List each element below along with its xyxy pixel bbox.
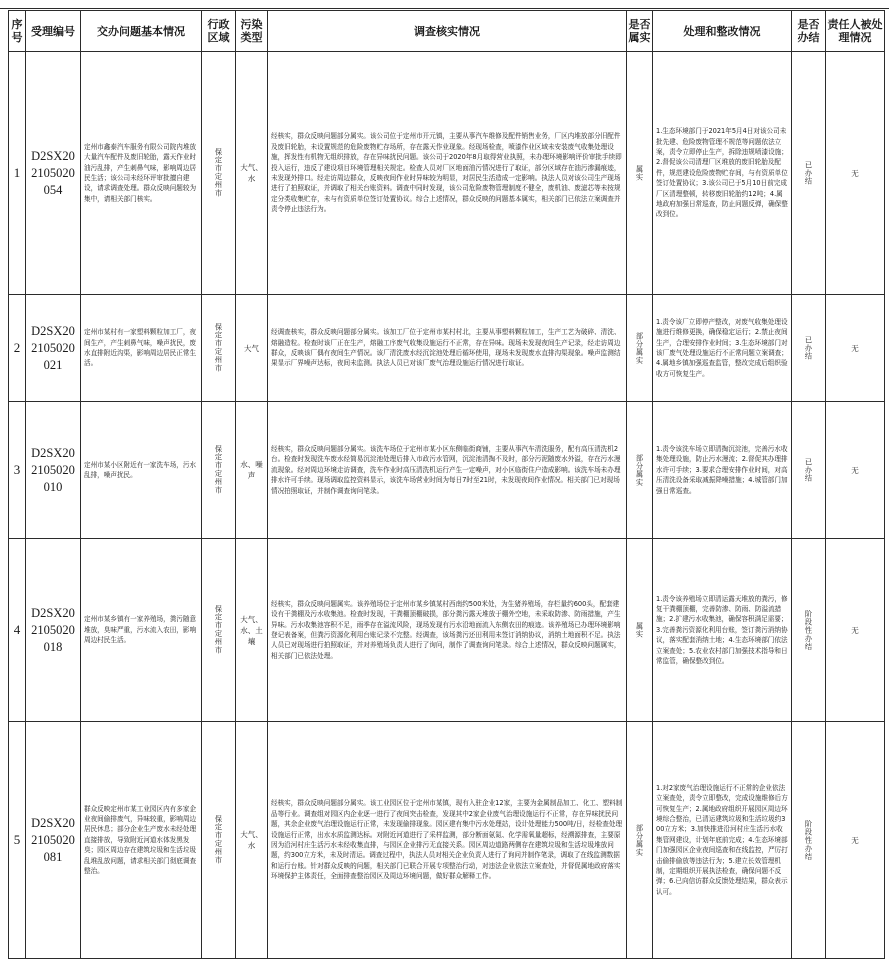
row-code: D2SX202105020018 <box>26 539 81 722</box>
row-idx: 5 <box>9 722 26 959</box>
row-verified: 部分属实 <box>635 823 645 857</box>
row-pollution: 水、噪声 <box>240 460 263 480</box>
row-handling: 1.责令该养殖场立即清运露天堆放的粪污，修复干粪棚顶棚，完善防渗、防雨、防溢流措施；2.扩建污水收集池，确保容积满足需要；3.完善粪污资源化利用台账，签订粪污消纳协议，落实配套消纳土地；4.生态环境部门依法立案查处；5.农业农村部门加强技术指导和日常监管，确保整改到位。 <box>656 594 788 666</box>
complaint-table <box>8 10 885 959</box>
row-issue: 定州市某村有一家塑料颗粒加工厂，夜间生产，产生刺鼻气味，噪声扰民，废水直排附近沟渠，影响周边居民正常生活。 <box>84 328 197 368</box>
table-row <box>9 52 885 295</box>
table-row <box>9 295 885 402</box>
row-verified: 属实 <box>635 621 645 639</box>
row-pollution: 大气、水 <box>240 163 263 183</box>
row-verified: 部分属实 <box>635 331 645 365</box>
row-handling: 1.生态环境部门于2021年5月4日对该公司未批先建、危险废物管理不规范等问题依法立案，责令立即停止生产，拆除违规喷漆设施；2.督促该公司清理厂区堆放的废旧轮胎及配件，规范建设危险废物贮存间，与有资质单位签订处置协议；3.该公司已于5月10日前完成厂区清理整顿，转移废旧轮胎约12吨；4.属地政府加强日常巡查，防止问题反弹，确保整改到位。 <box>656 127 788 219</box>
row-code: D2SX202105020010 <box>26 402 81 539</box>
row-closed: 阶段性办结 <box>804 819 814 861</box>
row-closed: 阶段性办结 <box>804 609 814 651</box>
row-accountability: 无 <box>851 625 859 635</box>
row-idx: 1 <box>9 52 26 295</box>
row-pollution: 大气、水、土壤 <box>240 614 263 646</box>
header-code: 受理编号 <box>26 11 81 52</box>
row-investigation: 经核实，群众反映问题属实。该养殖场位于定州市某乡镇某村西南约500米处，为生猪养殖场，存栏量约600头，配套建设有干粪棚及污水收集池。检查时发现，干粪棚顶棚破损，部分粪污露天堆放于棚外空地，未采取防渗、防雨措施，产生异味。污水收集池容积不足，雨季存在溢流风险，现场发现有污水沿地面流入东侧农田的痕迹。该养殖场已办理环境影响登记表备案，但粪污资源化利用台账记录不完整。经调查，该场粪污还田利用未签订消纳协议，消纳土地面积不足。执法人员已对现场进行拍照取证，并对养殖场负责人进行了询问，制作了调查询问笔录。综合上述情况，群众反映问题属实，相关部门已依法处理。 <box>271 599 621 660</box>
row-code: D2SX202105020081 <box>26 722 81 959</box>
row-closed: 已办结 <box>804 160 814 186</box>
top-border <box>0 0 889 9</box>
header-investigation: 调查核实情况 <box>268 11 627 52</box>
row-accountability: 无 <box>851 835 859 845</box>
row-region: 保定市定州市 <box>214 815 224 865</box>
row-closed: 已办结 <box>804 335 814 361</box>
row-investigation: 经调查核实，群众反映问题部分属实。该加工厂位于定州市某村村北，主要从事塑料颗粒加工，生产工艺为破碎、清洗、熔融造粒。检查时该厂正在生产，熔融工序废气收集设施运行不正常，存在异味。现场未发现夜间生产记录，经走访周边群众，反映该厂偶有夜间生产情况。该厂清洗废水经沉淀池处理后循环使用，现场未发现废水直排沟渠现象。噪声监测结果显示厂界噪声达标，夜间未监测。执法人员已对该厂废气治理设施运行情况进行取证。 <box>271 328 621 368</box>
header-issue: 交办问题基本情况 <box>81 11 202 52</box>
table-header-row <box>9 11 885 52</box>
row-issue: 群众反映定州市某工业园区内有多家企业夜间偷排废气，异味较重，影响周边居民休息；部分企业生产废水未经处理直接排放，导致附近河道水体发黑发臭；园区周边存在建筑垃圾和生活垃圾乱堆乱放问题，请求相关部门彻底调查整治。 <box>84 804 197 876</box>
row-code: D2SX202105020054 <box>26 52 81 295</box>
row-region: 保定市定州市 <box>214 148 224 198</box>
row-idx: 3 <box>9 402 26 539</box>
header-handling: 处理和整改情况 <box>653 11 792 52</box>
row-handling: 1.责令该厂立即停产整改，对废气收集处理设施进行维修更换，确保稳定运行；2.禁止夜间生产，合理安排作业时间；3.生态环境部门对该厂废气处理设施运行不正常问题立案调查；4.属地乡镇加强巡查监管，整改完成后组织验收方可恢复生产。 <box>656 317 788 378</box>
table-row <box>9 722 885 959</box>
row-investigation: 经核实，群众反映问题部分属实。该工业园区位于定州市某镇，现有入驻企业12家，主要为金属制品加工、化工、塑料制品等行业。调查组对园区内企业逐一进行了夜间突击检查，发现其中2家企业废气治理设施运行不正常，存在异味扰民问题，其余企业废气治理设施运行正常，未发现偷排现象。园区建有集中污水处理站，设计处理能力500吨/日，经检查处理设施运行正常，出水水质监测达标。对附近河道进行了采样监测，部分断面氨氮、化学需氧量超标，经溯源排查，主要原因为沿河村庄生活污水未经收集直排，与园区企业排污无直接关系。园区周边道路两侧存在建筑垃圾和生活垃圾堆放问题，约300立方米，未及时清运。调查过程中，执法人员对相关企业负责人进行了询问并制作笔录，调取了在线监测数据和运行台账。针对群众反映的问题，相关部门已联合开展专项整治行动，对违法企业依法立案查处，并督促属地政府落实环境保护主体责任，全面排查整治园区及周边环境问题，做好群众解释工作。 <box>271 799 623 881</box>
row-verified: 部分属实 <box>635 453 645 487</box>
row-verified: 属实 <box>635 164 645 182</box>
row-region: 保定市定州市 <box>214 445 224 495</box>
table-row <box>9 402 885 539</box>
row-idx: 2 <box>9 295 26 402</box>
table-row <box>9 539 885 722</box>
row-issue: 定州市某乡镇有一家养殖场，粪污随意堆放，臭味严重，污水流入农田，影响周边村民生活。 <box>84 615 197 645</box>
row-region: 保定市定州市 <box>214 605 224 655</box>
row-accountability: 无 <box>851 465 859 475</box>
row-region: 保定市定州市 <box>214 323 224 373</box>
header-closed: 是否办结 <box>792 11 826 52</box>
row-pollution: 大气、水 <box>240 830 263 850</box>
row-investigation: 经核实，群众反映问题部分属实。该洗车场位于定州市某小区东侧临街商铺，主要从事汽车清洗服务，配有高压清洗机2台。检查时发现洗车废水经简易沉淀池处理后排入市政污水管网，沉淀池清掏不及时，部分污泥随废水外溢，存在污水漫流现象。经对周边环境走访调查，洗车作业时高压清洗机运行产生一定噪声，对小区临街住户造成影响。该洗车场未办理排水许可手续。现场调取监控资料显示，该洗车场营业时间为每日7时至21时，未发现夜间作业情况。相关部门已对现场情况拍照取证，并制作调查询问笔录。 <box>271 444 621 495</box>
row-issue: 定州市鑫泰汽车服务有限公司院内堆放大量汽车配件及废旧轮胎，露天作业时油污乱排，产生刺鼻气味，影响周边居民生活；该公司未经环评审批擅自建设，请求调查处理。群众反映问题较为集中，请相关部门核实。 <box>84 142 197 203</box>
header-pollution: 污染类型 <box>236 11 268 52</box>
row-issue: 定州市某小区附近有一家洗车场，污水乱排，噪声扰民。 <box>84 460 197 479</box>
row-handling: 1.对2家废气治理设施运行不正常的企业依法立案查处，责令立即整改，完成设施维修后方可恢复生产；2.属地政府组织开展园区周边环境综合整治，已清运建筑垃圾和生活垃圾约300立方米；3.加快推进沿河村庄生活污水收集管网建设，计划年底前完成；4.生态环境部门加强园区企业夜间巡查和在线监控，严厉打击偷排偷放等违法行为；5.建立长效管理机制，定期组织开展执法检查，确保问题不反弹；6.已向信访群众反馈处理结果，群众表示认可。 <box>656 783 788 896</box>
row-code: D2SX202105020021 <box>26 295 81 402</box>
row-accountability: 无 <box>851 343 859 353</box>
header-accountability: 责任人被处理情况 <box>826 11 885 52</box>
row-accountability: 无 <box>851 168 859 178</box>
row-investigation: 经核实，群众反映问题部分属实。该公司位于定州市开元镇，主要从事汽车维修及配件销售业务，厂区内堆放部分旧配件及废旧轮胎，未设置规范的危险废物贮存场所，存在露天作业现象。经现场检查，喷漆作业区域未安装废气收集处理设施，挥发性有机物无组织排放，存在异味扰民问题。该公司于2020年8月取得营业执照，未办理环境影响评价审批手续即投入运行，违反了建设项目环境管理相关规定。检查人员对厂区地面油污情况进行了取证，部分区域存在油污渗漏痕迹，未发现外排口。经走访周边群众，反映夜间作业时异味较为明显，对居民生活造成一定影响。执法人员对该公司生产现场进行了拍照取证，并调取了相关台账资料。调查中同时发现，该公司危险废物管理制度不健全，废机油、废滤芯等未按规定分类收集贮存，未与有资质单位签订处置协议。综合上述情况，群众反映的问题基本属实，相关部门已依法立案调查并责令停止违法行为。 <box>271 132 622 214</box>
row-idx: 4 <box>9 539 26 722</box>
header-idx: 序号 <box>9 11 26 52</box>
row-closed: 已办结 <box>804 457 814 483</box>
header-verified: 是否属实 <box>627 11 653 52</box>
row-handling: 1.责令该洗车场立即清掏沉淀池，完善污水收集处理设施，防止污水漫流；2.督促其办理排水许可手续；3.要求合理安排作业时间，对高压清洗设备采取减振降噪措施；4.城管部门加强日常巡查。 <box>656 444 788 495</box>
row-pollution: 大气 <box>244 343 259 353</box>
header-region: 行政区域 <box>202 11 236 52</box>
